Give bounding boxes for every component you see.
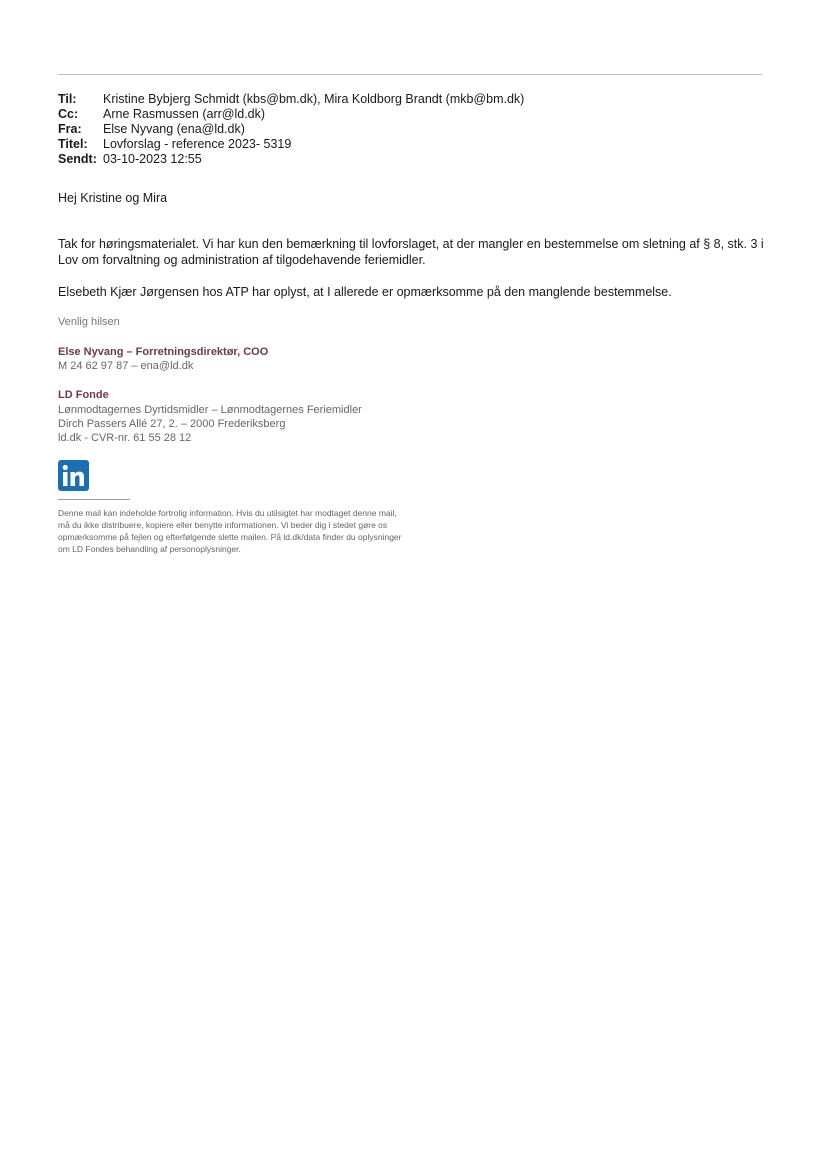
to-label: Til: bbox=[58, 92, 77, 106]
org-name: LD Fonde bbox=[58, 389, 109, 401]
to-value: Kristine Bybjerg Schmidt (kbs@bm.dk), Mira Koldborg Brandt (mkb@bm.dk) bbox=[103, 92, 525, 106]
disclaimer-line: Denne mail kan indeholde fortrolig information. Hvis du utilsigtet har modtaget denne mail, bbox=[58, 508, 397, 518]
title-label: Titel: bbox=[58, 137, 88, 151]
email-header bbox=[58, 92, 524, 167]
linkedin-icon[interactable] bbox=[58, 460, 89, 491]
org-line: ld.dk - CVR-nr. 61 55 28 12 bbox=[58, 432, 192, 444]
disclaimer-line: om LD Fondes behandling af personoplysninger. bbox=[58, 544, 241, 554]
disclaimer-divider bbox=[58, 499, 130, 500]
signature-contact: M 24 62 97 87 – ena@ld.dk bbox=[58, 360, 194, 372]
sent-row bbox=[58, 152, 524, 167]
from-value: Else Nyvang (ena@ld.dk) bbox=[103, 122, 245, 136]
cc-value: Arne Rasmussen (arr@ld.dk) bbox=[103, 107, 266, 121]
linkedin-logo bbox=[58, 460, 89, 491]
org-line: Dirch Passers Allé 27, 2. – 2000 Frederiksberg bbox=[58, 418, 286, 430]
signature-name: Else Nyvang – Forretningsdirektør, COO bbox=[58, 346, 269, 358]
greeting: Hej Kristine og Mira bbox=[58, 191, 168, 205]
sent-value: 03-10-2023 12:55 bbox=[103, 152, 202, 166]
body-paragraph-1: Tak for høringsmaterialet. Vi har kun den bemærkning til lovforslaget, at der mangler en bestemmelse om sletning af § 8, stk. 3 i Lov om forvaltning og administration af tilgodehavende feriemidler. bbox=[58, 237, 764, 267]
from-row bbox=[58, 122, 524, 137]
closing: Venlig hilsen bbox=[58, 316, 120, 328]
body-paragraph-2: Elsebeth Kjær Jørgensen hos ATP har oplyst, at I allerede er opmærksomme på den manglende bestemmelse. bbox=[58, 285, 672, 299]
cc-label: Cc: bbox=[58, 107, 79, 121]
org-details bbox=[58, 403, 362, 445]
sent-label: Sendt: bbox=[58, 152, 97, 166]
title-row bbox=[58, 137, 524, 152]
disclaimer-line: må du ikke distribuere, kopiere eller benytte informationen. Vi beder dig i stedet gøre os bbox=[58, 520, 388, 530]
top-divider bbox=[58, 74, 762, 75]
from-label: Fra: bbox=[58, 122, 82, 136]
disclaimer bbox=[58, 507, 508, 555]
title-value: Lovforslag - reference 2023- 5319 bbox=[103, 137, 292, 151]
org-line: Lønmodtagernes Dyrtidsmidler – Lønmodtagernes Feriemidler bbox=[58, 404, 362, 416]
disclaimer-line: opmærksomme på fejlen og efterfølgende slette mailen. På ld.dk/data finder du oplysninger bbox=[58, 532, 402, 542]
to-row bbox=[58, 92, 524, 107]
cc-row bbox=[58, 107, 524, 122]
